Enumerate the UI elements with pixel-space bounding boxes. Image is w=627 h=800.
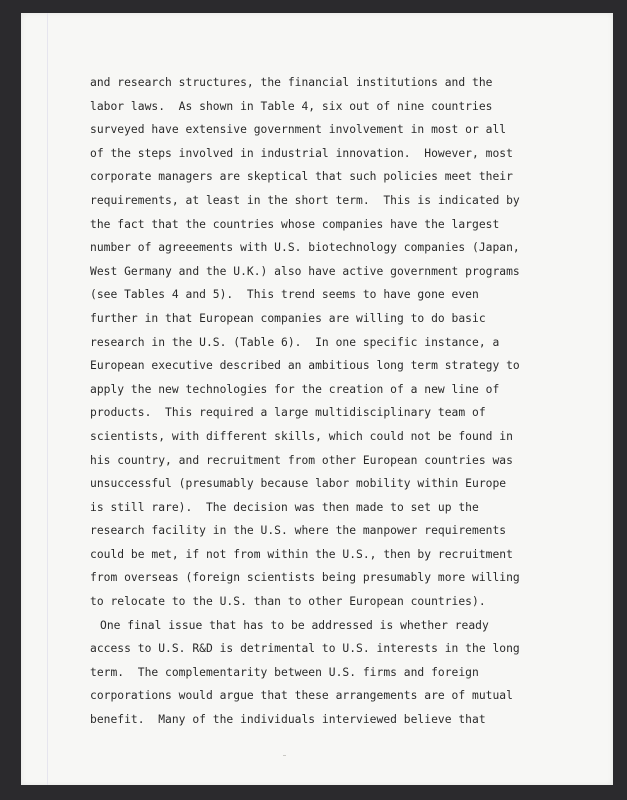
text-line: unsuccessful (presumably because labor mobility within Europe <box>90 477 507 491</box>
text-line: requirements, at least in the short term. This is indicated by <box>90 193 520 207</box>
paragraph-start-line: One final issue that has to be addressed is whether ready <box>100 618 489 632</box>
text-line: term. The complementarity between U.S. firms and foreign <box>90 665 479 679</box>
text-line: West Germany and the U.K.) also have active government programs <box>90 264 520 278</box>
text-line: research facility in the U.S. where the manpower requirements <box>90 524 507 538</box>
text-line: scientists, with different skills, which could not be found in <box>90 429 513 443</box>
text-line: products. This required a large multidisciplinary team of <box>90 406 486 420</box>
text-line: to relocate to the U.S. than to other European countries). <box>90 595 486 609</box>
body-text <box>90 71 520 732</box>
text-line: and research structures, the financial institutions and the <box>90 76 493 89</box>
text-line: access to U.S. R&D is detrimental to U.S. interests in the long <box>90 642 520 656</box>
text-line: could be met, if not from within the U.S., then by recruitment <box>90 547 513 561</box>
text-line: number of agreeements with U.S. biotechnology companies (Japan, <box>90 241 520 255</box>
text-line: (see Tables 4 and 5). This trend seems to have gone even <box>90 288 479 302</box>
margin-rule <box>47 13 48 785</box>
text-line: the fact that the countries whose companies have the largest <box>90 217 500 231</box>
text-line: from overseas (foreign scientists being presumably more willing <box>90 571 520 585</box>
text-line: further in that European companies are willing to do basic <box>90 311 486 325</box>
text-line: research in the U.S. (Table 6). In one specific instance, a <box>90 335 500 349</box>
text-line: apply the new technologies for the creation of a new line of <box>90 382 500 396</box>
document-page <box>21 13 613 785</box>
text-line: his country, and recruitment from other European countries was <box>90 453 513 467</box>
text-line: is still rare). The decision was then made to set up the <box>90 500 479 514</box>
text-line: benefit. Many of the individuals interviewed believe that <box>90 713 486 727</box>
text-line: European executive described an ambitious long term strategy to <box>90 359 520 373</box>
text-line: corporations would argue that these arrangements are of mutual <box>90 689 513 703</box>
scan-smudge <box>283 755 286 756</box>
text-line: labor laws. As shown in Table 4, six out of nine countries <box>90 99 493 113</box>
text-line: surveyed have extensive government involvement in most or all <box>90 123 507 137</box>
text-line: of the steps involved in industrial innovation. However, most <box>90 146 513 160</box>
text-line: corporate managers are skeptical that such policies meet their <box>90 170 513 184</box>
